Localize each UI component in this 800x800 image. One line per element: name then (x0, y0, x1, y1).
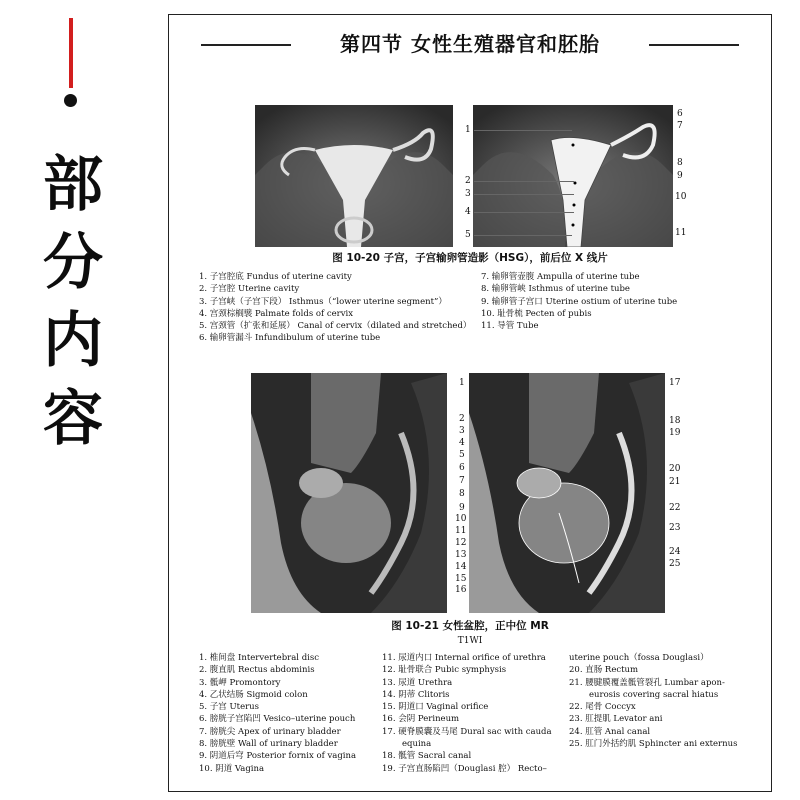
label-number: 4 (459, 438, 465, 448)
leader-line (474, 181, 574, 182)
banner-char: 部 (43, 150, 103, 220)
legend-item: 16. 会阴 Perineum (382, 714, 460, 725)
legend-item: 12. 耻骨联合 Pubic symphysis (382, 665, 507, 676)
label-number: 18 (669, 416, 681, 426)
legend-col1 (199, 652, 356, 775)
label-number: 1 (459, 378, 465, 388)
label-number: 10 (675, 192, 687, 202)
label-number: 2 (459, 414, 465, 424)
chapter-header (169, 29, 771, 59)
legend-item: 21. 腰腱膜覆盖骶管裂孔 Lumbar apon- (569, 677, 725, 688)
label-number: 21 (669, 477, 681, 487)
label-number: 12 (455, 538, 467, 548)
legend-item: 11. 尿道内口 Internal orifice of urethra (382, 653, 546, 663)
legend-item: 22. 尾骨 Coccyx (569, 702, 636, 713)
legend-item: 19. 子宫直肠陷凹（Douglasi 腔） Recto– (382, 763, 547, 774)
label-number: 6 (677, 109, 683, 119)
label-number: 13 (455, 550, 467, 560)
pelvis-mr-plain (251, 373, 447, 613)
label-number: 9 (459, 503, 465, 513)
legend-item: 9. 阴道后穹 Posterior fornix of vagina (199, 751, 357, 762)
legend-item: 23. 肛提肌 Levator ani (569, 714, 663, 725)
banner-char: 容 (43, 384, 103, 454)
legend-item: 1. 椎间盘 Intervertebral disc (199, 653, 319, 663)
label-number: 7 (677, 121, 683, 131)
legend-item: 25. 肛门外括约肌 Sphincter ani externus (569, 739, 738, 750)
label-number: 23 (669, 523, 681, 533)
chapter-title: 第四节 女性生殖器官和胚胎 (340, 32, 600, 56)
banner-char: 分 (43, 228, 103, 298)
legend-col2 (382, 652, 552, 775)
label-number: 6 (459, 463, 465, 473)
leader-line (474, 194, 574, 195)
label-number: 5 (459, 450, 465, 460)
label-number: 3 (465, 189, 471, 199)
rule-right (649, 44, 739, 46)
legend-item: 7. 输卵管壶腹 Ampulla of uterine tube (481, 272, 640, 282)
legend-item: 2. 子宫腔 Uterine cavity (199, 284, 300, 295)
label-number: 17 (669, 378, 681, 388)
label-number: 7 (459, 476, 465, 486)
legend-item: 7. 膀胱尖 Apex of urinary bladder (199, 726, 341, 737)
legend-item: 4. 乙状结肠 Sigmoid colon (199, 689, 308, 700)
label-number: 15 (455, 574, 467, 584)
figure-subcaption: T1WI (457, 636, 483, 646)
legend-item: 3. 子宫峡（子宫下段） Isthmus（“lower uterine segment”） (199, 296, 447, 307)
legend-item: 17. 硬脊膜囊及马尾 Dural sac with cauda (382, 726, 552, 737)
label-number: 25 (669, 559, 681, 569)
label-number: 11 (675, 228, 687, 238)
legend-item: 20. 直肠 Rectum (569, 665, 639, 676)
legend-right (481, 271, 677, 332)
legend-item: 15. 阴道口 Vaginal orifice (382, 702, 489, 713)
book-page (168, 14, 772, 792)
legend-item: 8. 输卵管峡 Isthmus of uterine tube (481, 284, 630, 295)
legend-item: uterine pouch（fossa Douglasi） (569, 653, 709, 663)
label-number: 22 (669, 503, 681, 513)
legend-item: equina (402, 739, 432, 750)
label-number: 10 (455, 514, 467, 524)
legend-item: 10. 阴道 Vagina (199, 763, 265, 774)
legend-item: 8. 膀胱壁 Wall of urinary bladder (199, 739, 338, 750)
label-number: 16 (455, 585, 467, 595)
legend-item: 3. 骶岬 Promontory (199, 677, 281, 688)
label-number: 5 (465, 230, 471, 240)
rule-left (201, 44, 291, 46)
leader-line (474, 212, 574, 213)
legend-item: 18. 骶管 Sacral canal (382, 751, 472, 762)
figure-caption: 图 10-21 女性盆腔，正中位 MR (391, 620, 549, 632)
label-number: 24 (669, 547, 681, 557)
legend-item: 11. 导管 Tube (481, 321, 539, 332)
legend-item: 1. 子宫腔底 Fundus of uterine cavity (199, 272, 352, 282)
black-dot (64, 94, 77, 107)
legend-item: 6. 输卵管漏斗 Infundibulum of uterine tube (199, 333, 381, 344)
leader-line (474, 130, 572, 131)
legend-item: 14. 阴蒂 Clitoris (382, 689, 450, 700)
label-number: 20 (669, 464, 681, 474)
figure-caption: 图 10-20 子宫，子宫输卵管造影（HSG），前后位 X 线片 (332, 252, 608, 264)
label-number: 4 (465, 207, 471, 217)
legend-item: 10. 耻骨梳 Pecten of pubis (481, 308, 592, 319)
legend-left (199, 271, 471, 345)
label-number: 1 (465, 125, 471, 135)
legend-item: 4. 宫颈棕榈襞 Palmate folds of cervix (199, 308, 354, 319)
leader-line (474, 235, 572, 236)
legend-item: 9. 输卵管子宫口 Uterine ostium of uterine tube (481, 296, 678, 307)
legend-item: 24. 肛管 Anal canal (569, 726, 651, 737)
legend-item: eurosis covering sacral hiatus (589, 689, 719, 700)
label-number: 2 (465, 176, 471, 186)
legend-item: 6. 膀胱子宫陷凹 Vesico–uterine pouch (199, 714, 356, 725)
label-number: 8 (677, 158, 683, 168)
legend-item: 5. 宫颈管（扩张和延展） Canal of cervix（dilated and stretched） (199, 321, 472, 332)
label-number: 11 (455, 526, 467, 536)
label-number: 3 (459, 426, 465, 436)
legend-item: 13. 尿道 Urethra (382, 677, 453, 688)
pelvis-mr-labelled (469, 373, 665, 613)
red-accent-line (69, 18, 73, 88)
hsg-xray-plain (255, 105, 453, 247)
banner-char: 内 (43, 306, 103, 376)
label-number: 8 (459, 489, 465, 499)
legend-item: 2. 腹直肌 Rectus abdominis (199, 665, 315, 676)
legend-item: 5. 子宫 Uterus (199, 702, 260, 713)
hsg-xray-labelled (473, 105, 673, 247)
label-number: 14 (455, 562, 467, 572)
label-number: 19 (669, 428, 681, 438)
label-number: 9 (677, 171, 683, 181)
legend-col3 (569, 652, 737, 750)
